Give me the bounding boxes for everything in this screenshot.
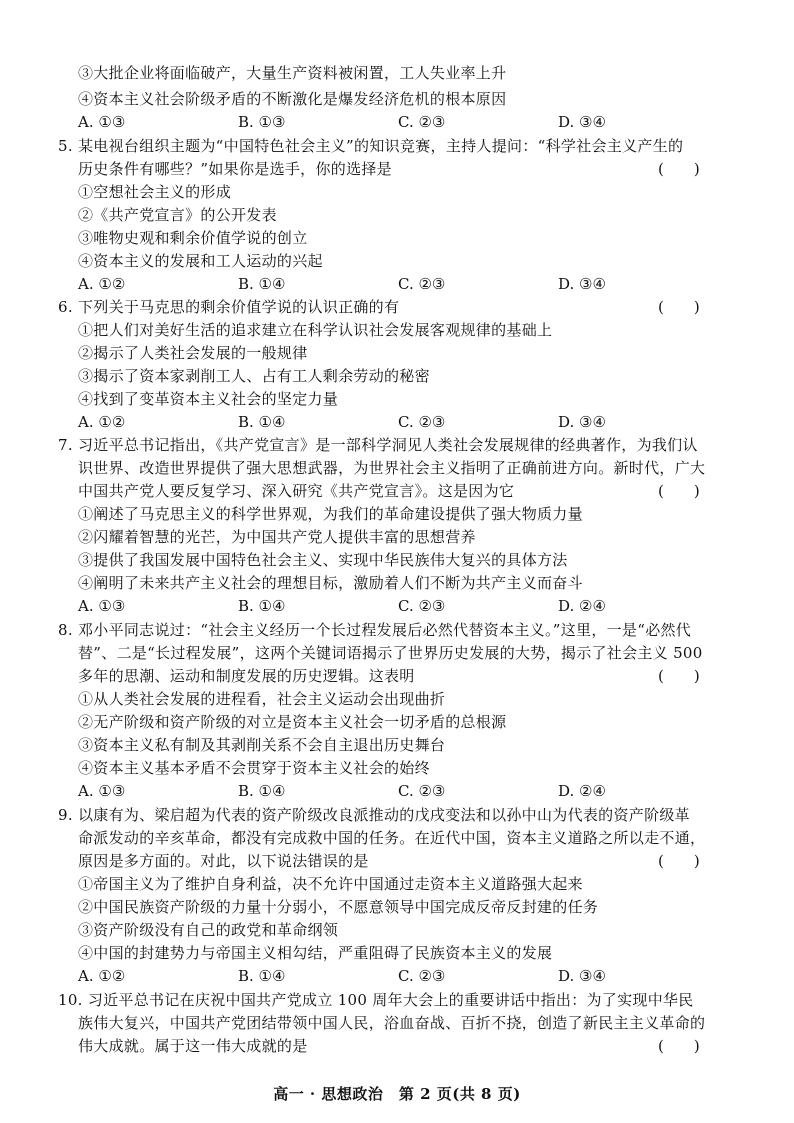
q9-option-2: ②中国民族资产阶级的力量十分弱小，不愿意领导中国完成反帝反封建的任务 — [78, 898, 599, 916]
q10-answer-bracket: ( ) — [658, 1037, 700, 1055]
q5-choice-b: B. ①④ — [238, 275, 286, 293]
q5-choice-d: D. ③④ — [558, 275, 606, 293]
q6-option-3: ③揭示了资本家剥削工人、占有工人剩余劳动的秘密 — [78, 367, 430, 385]
q4-option-4: ④资本主义社会阶级矛盾的不断激化是爆发经济危机的根本原因 — [78, 90, 507, 108]
q6-choice-b: B. ①④ — [238, 413, 286, 431]
q10-stem-line-3: 伟大成就。属于这一伟大成就的是 — [78, 1037, 308, 1055]
q8-choice-a: A. ①③ — [78, 782, 126, 800]
q8-option-2: ②无产阶级和资产阶级的对立是资本主义社会一切矛盾的总根源 — [78, 713, 507, 731]
q6-choice-d: D. ③④ — [558, 413, 606, 431]
q9-stem-line-3: 原因是多方面的。对此，以下说法错误的是 — [78, 852, 369, 870]
q9-choice-a: A. ①② — [78, 967, 126, 985]
q5-option-4: ④资本主义的发展和工人运动的兴起 — [78, 252, 323, 270]
q7-option-1: ①阐述了马克思主义的科学世界观，为我们的革命建设提供了强大物质力量 — [78, 505, 583, 523]
q7-answer-bracket: ( ) — [658, 482, 700, 500]
q4-choice-a: A. ①③ — [78, 113, 126, 131]
q7-choice-a: A. ①③ — [78, 597, 126, 615]
q6-choice-c: C. ②③ — [398, 413, 446, 431]
q7-stem-line-2: 识世界、改造世界提供了强大思想武器，为世界社会主义指明了正确前进方向。新时代，广大 — [78, 459, 706, 477]
q9-choice-b: B. ①④ — [238, 967, 286, 985]
q10-stem-line-1: 10. 习近平总书记在庆祝中国共产党成立 100 周年大会上的重要讲话中指出：为了实现中华民 — [58, 991, 694, 1009]
q7-option-3: ③提供了我国发展中国特色社会主义、实现中华民族伟大复兴的具体方法 — [78, 551, 568, 569]
q5-stem-line-1: 5. 某电视台组织主题为“中国特色社会主义”的知识竞赛，主持人提问：“科学社会主义产生的 — [58, 137, 684, 155]
q8-stem-line-3: 多年的思潮、运动和制度发展的历史逻辑。这表明 — [78, 667, 415, 685]
q8-answer-bracket: ( ) — [658, 667, 700, 685]
q8-stem-line-1: 8. 邓小平同志说过：“社会主义经历一个长过程发展后必然代替资本主义。”这里，一是“必然代 — [58, 621, 692, 639]
q9-choice-c: C. ②③ — [398, 967, 446, 985]
q6-option-4: ④找到了变革资本主义社会的坚定力量 — [78, 390, 339, 408]
q5-option-1: ①空想社会主义的形成 — [78, 183, 232, 201]
q7-choice-b: B. ①④ — [238, 597, 286, 615]
q9-option-4: ④中国的封建势力与帝国主义相勾结，严重阻碍了民族资本主义的发展 — [78, 944, 553, 962]
q7-stem-line-3: 中国共产党人要反复学习、深入研究《共产党宣言》。这是因为它 — [78, 482, 515, 500]
q6-answer-bracket: ( ) — [658, 298, 700, 316]
q8-option-1: ①从人类社会发展的进程看，社会主义运动会出现曲折 — [78, 690, 446, 708]
q9-option-3: ③资产阶级没有自己的政党和革命纲领 — [78, 921, 339, 939]
q4-choice-d: D. ③④ — [558, 113, 606, 131]
q6-stem-line-1: 6. 下列关于马克思的剩余价值学说的认识正确的有 — [58, 298, 400, 316]
q9-choice-d: D. ③④ — [558, 967, 606, 985]
q6-option-2: ②揭示了人类社会发展的一般规律 — [78, 344, 308, 362]
q9-answer-bracket: ( ) — [658, 852, 700, 870]
q9-stem-line-1: 9. 以康有为、梁启超为代表的资产阶级改良派推动的戊戌变法和以孙中山为代表的资产阶级革 — [58, 806, 690, 824]
q6-choice-a: A. ①② — [78, 413, 126, 431]
q9-stem-line-2: 命派发动的辛亥革命，都没有完成救中国的任务。在近代中国，资本主义道路之所以走不通， — [78, 829, 706, 847]
q7-option-2: ②闪耀着智慧的光芒，为中国共产党人提供丰富的思想营养 — [78, 528, 476, 546]
q7-option-4: ④阐明了未来共产主义社会的理想目标，激励着人们不断为共产主义而奋斗 — [78, 574, 583, 592]
q8-option-3: ③资本主义私有制及其剥削关系不会自主退出历史舞台 — [78, 736, 446, 754]
q7-stem-line-1: 7. 习近平总书记指出，《共产党宣言》是一部科学洞见人类社会发展规律的经典著作，为我们认 — [58, 436, 698, 454]
q4-option-3: ③大批企业将面临破产，大量生产资料被闲置，工人失业率上升 — [78, 64, 507, 82]
q9-option-1: ①帝国主义为了维护自身利益，决不允许中国通过走资本主义道路强大起来 — [78, 875, 583, 893]
page-footer: 高一 · 思想政治 第 2 页(共 8 页) — [273, 1085, 521, 1103]
q5-choice-a: A. ①② — [78, 275, 126, 293]
q8-option-4: ④资本主义基本矛盾不会贯穿于资本主义社会的始终 — [78, 759, 430, 777]
q4-choice-c: C. ②③ — [398, 113, 446, 131]
q8-stem-line-2: 替”、二是“长过程发展”，这两个关键词语揭示了世界历史发展的大势，揭示了社会主义 500 — [78, 644, 703, 662]
q5-choice-c: C. ②③ — [398, 275, 446, 293]
q7-choice-d: D. ②④ — [558, 597, 606, 615]
q10-stem-line-2: 族伟大复兴，中国共产党团结带领中国人民，浴血奋战、百折不挠，创造了新民主主义革命的 — [78, 1014, 706, 1032]
q5-answer-bracket: ( ) — [658, 160, 700, 178]
q8-choice-b: B. ①④ — [238, 782, 286, 800]
q4-choice-b: B. ①③ — [238, 113, 286, 131]
q5-option-2: ②《共产党宣言》的公开发表 — [78, 206, 277, 224]
q8-choice-c: C. ②③ — [398, 782, 446, 800]
q5-stem-line-2: 历史条件有哪些？”如果你是选手，你的选择是 — [78, 160, 392, 178]
q7-choice-c: C. ②③ — [398, 597, 446, 615]
q8-choice-d: D. ②④ — [558, 782, 606, 800]
q5-option-3: ③唯物史观和剩余价值学说的创立 — [78, 229, 308, 247]
q6-option-1: ①把人们对美好生活的追求建立在科学认识社会发展客观规律的基础上 — [78, 321, 553, 339]
